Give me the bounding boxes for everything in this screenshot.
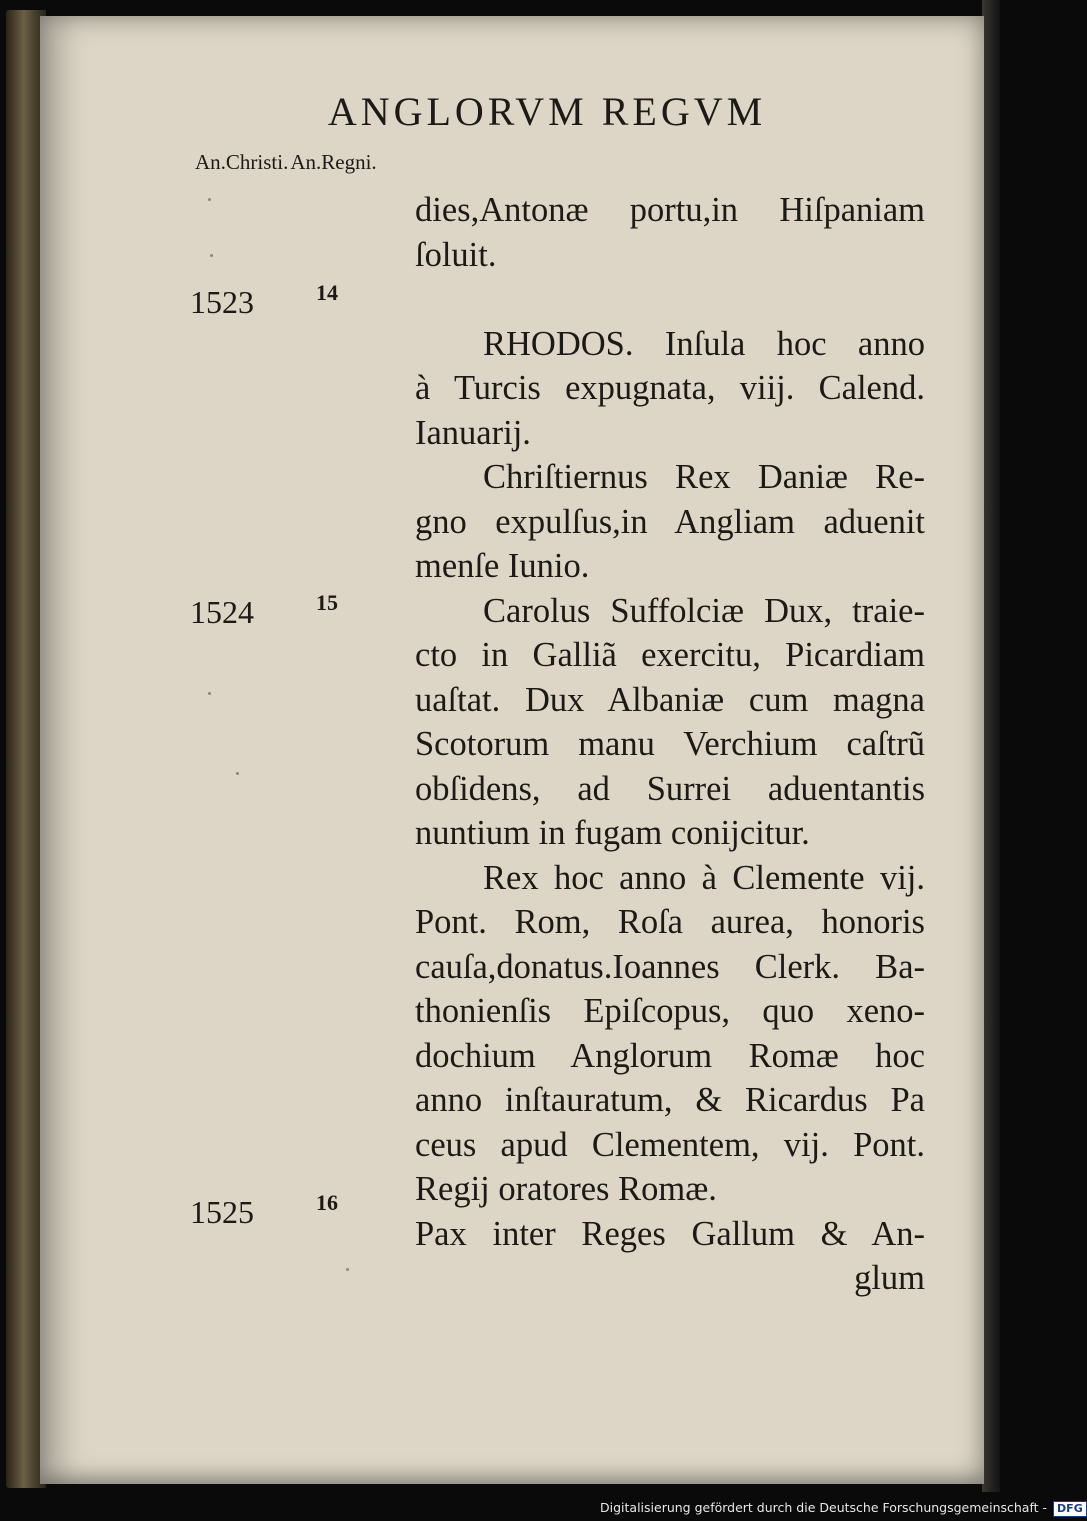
text-line: cto in Galliã exercitu, Picardiam (415, 636, 925, 674)
column-headings (195, 150, 379, 175)
text-line: Pax inter Reges Gallum & An- (415, 1214, 925, 1253)
margin-regnal-year: 15 (316, 590, 338, 615)
margin-year: 1524 (190, 594, 254, 630)
column-heading-anno-regni: An.Regni. (290, 150, 377, 174)
margin-regnal-year: 14 (316, 280, 338, 305)
text-line: uaſtat. Dux Albaniæ cum magna (415, 680, 925, 719)
text-line: ceus apud Clementem, vij. Pont. (415, 1125, 925, 1164)
margin-year: 1523 (190, 284, 254, 320)
text-line: Chriſtiernus Rex Daniæ Re- (483, 458, 925, 496)
paper-speck (236, 772, 239, 775)
text-line: Pont. Rom, Roſa aurea, honoris (415, 903, 925, 941)
text-line: menſe Iunio. (415, 547, 590, 585)
paper-speck (208, 692, 211, 695)
text-line: à Turcis expugnata, viij. Calend. (415, 369, 925, 407)
text-line: Carolus Suffolciæ Dux, traie- (483, 591, 925, 630)
paper-speck (210, 254, 213, 257)
text-line: Scotorum manu Verchium caſtrũ (415, 725, 925, 763)
blank-line (415, 277, 925, 322)
text-line: Rex hoc anno à Clemente vij. (483, 858, 925, 897)
text-line: cauſa,donatus.Ioannes Clerk. Ba- (415, 947, 925, 986)
running-head: ANGLORVM REGVM (327, 89, 767, 134)
text-line: dies,Antonæ portu,in Hiſpaniam (415, 191, 925, 229)
text-line: thonienſis Epiſcopus, quo xeno- (415, 992, 925, 1030)
book-page (40, 16, 984, 1484)
text-line: RHODOS. Inſula hoc anno (483, 324, 925, 363)
margin-year: 1525 (190, 1194, 254, 1230)
credit-text: Digitalisierung gefördert durch die Deutsche Forschungsgemeinschaft - (600, 1500, 1048, 1515)
text-line: anno inſtauratum, & Ricardus Pa (415, 1081, 925, 1119)
dfg-logo: DFG (1053, 1501, 1087, 1517)
column-heading-anno-christi: An.Christi. (195, 150, 289, 174)
paper-speck (208, 198, 211, 201)
text-line: Ianuarij. (415, 413, 531, 452)
text-line: gno expulſus,in Angliam aduenit (415, 502, 925, 541)
digitization-credit (600, 1500, 1087, 1517)
text-line: obſidens, ad Surrei aduentantis (415, 769, 925, 808)
text-line: dochium Anglorum Romæ hoc (415, 1036, 925, 1075)
text-line: Regij oratores Romæ. (415, 1170, 717, 1208)
main-text-column (415, 188, 925, 1301)
text-line: ſoluit. (415, 235, 497, 274)
page-right-shadow (982, 0, 1000, 1492)
text-line: nuntium in fugam conijcitur. (415, 814, 810, 852)
margin-regnal-year: 16 (316, 1190, 338, 1215)
paper-speck (346, 1268, 349, 1271)
catchword: glum (854, 1259, 925, 1297)
